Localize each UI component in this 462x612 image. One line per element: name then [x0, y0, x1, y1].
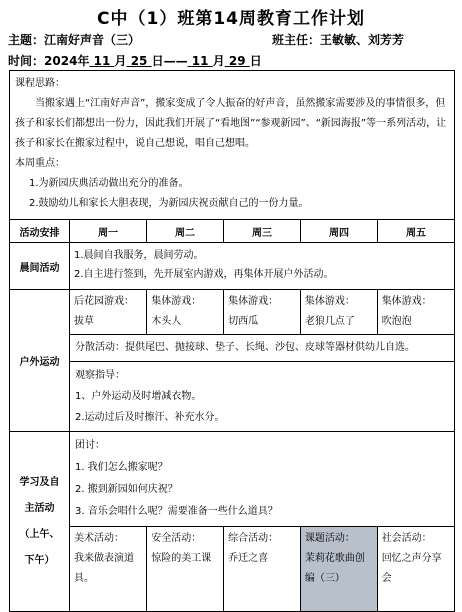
outdoor-cell [70, 290, 455, 432]
time-day-char-2: 日 [249, 54, 262, 68]
activity-name: 茉莉花歌曲创编（三） [304, 553, 365, 584]
group-item: 3. 音乐会唱什么呢？需要准备一些什么道具？ [75, 506, 278, 517]
day-header: 周三 [224, 220, 301, 243]
theme-value: 江南好声音（三） [44, 33, 141, 47]
game-name: 吹泡泡 [381, 316, 412, 327]
time-year: 2024年 [44, 54, 90, 68]
group-item: 2. 搬到新园如何庆祝？ [75, 484, 178, 495]
activity-type: 美术活动： [74, 533, 124, 544]
teacher-label: 班主任： [272, 33, 321, 47]
morning-row [10, 243, 455, 290]
study-label-line: 主活动 [24, 502, 55, 514]
morning-cell [70, 243, 455, 290]
goal-item: 1.为新园庆典活动做出充分的准备。 [29, 178, 189, 189]
study-activity [224, 527, 301, 612]
activity-type: 社会活动： [381, 533, 432, 544]
study-activity [70, 527, 147, 612]
outdoor-game [377, 290, 454, 334]
study-label-line: 学习及自 [19, 476, 60, 488]
game-name: 老狼几点了 [304, 316, 355, 327]
outdoor-game [147, 290, 224, 334]
outdoor-label: 户外运动 [10, 290, 70, 432]
morning-label: 晨间活动 [10, 243, 70, 290]
time-end-day: 29 [228, 54, 246, 68]
study-label [10, 432, 70, 612]
study-label-line: 下午） [24, 554, 55, 566]
game-type: 集体游戏： [381, 296, 432, 307]
time-label: 时间： [8, 54, 45, 68]
study-activity [147, 527, 224, 612]
day-header: 周一 [70, 220, 147, 243]
time-month-char: 月 [114, 54, 127, 68]
teacher-value: 王敏敏、刘芳芳 [320, 33, 405, 47]
study-label-line: （上午、 [19, 528, 60, 540]
activity-name: 回忆之声分享会 [381, 553, 442, 584]
goal-item: 2.鼓励幼儿和家长大胆表现，为新园庆祝贡献自己的一份力量。 [29, 198, 309, 209]
group-discussion [70, 432, 454, 526]
outdoor-guide [70, 361, 454, 431]
group-heading: 团讨： [75, 440, 105, 451]
theme-label: 主题： [8, 33, 45, 47]
activity-name: 乔迁之喜 [228, 553, 269, 564]
plan-table [9, 70, 455, 612]
game-name: 木头人 [151, 316, 182, 327]
outdoor-games [70, 290, 454, 334]
time-start-day: 25 [130, 54, 148, 68]
study-activity [377, 527, 454, 612]
guide-item: 2.运动过后及时擦汗、补充水分。 [75, 412, 225, 423]
time-row [8, 52, 262, 69]
outdoor-game [70, 290, 147, 334]
outdoor-free: 分散活动：提供尾巴、抛接球、垫子、长绳、沙包、皮球等器材供幼儿自选。 [70, 334, 454, 361]
activity-type: 综合活动： [228, 533, 279, 544]
goals-heading: 本周重点： [15, 158, 65, 169]
intro-cell [10, 71, 455, 220]
theme-row [8, 31, 405, 48]
time-start-month: 11 [93, 54, 111, 68]
study-activities [70, 526, 454, 611]
activity-name: 惊险的美工课 [151, 553, 212, 564]
day-header: 周四 [301, 220, 378, 243]
time-end-month: 11 [191, 54, 209, 68]
page-title: C中（1）班第14周教育工作计划 [97, 9, 365, 29]
game-name: 拔草 [74, 316, 94, 327]
game-type: 后花园游戏： [74, 296, 134, 307]
study-row [10, 432, 455, 612]
outdoor-row [10, 290, 455, 432]
game-type: 集体游戏： [304, 296, 355, 307]
days-header-row [10, 220, 455, 243]
study-cell [70, 432, 455, 612]
intro-paragraph: 当搬家遇上“江南好声音”，搬家变成了令人振奋的好声音，虽然搬家需要涉及的事情很多，但孩子和家长们都想出一份力，因此我们开展了“看地图”“参观新园”、“新园海报”等一系列活动，让孩子和家长在搬家过程中，说自己想说，唱自己想唱。 [15, 98, 447, 149]
guide-item: 1、户外运动及时增减衣物。 [75, 391, 202, 402]
activity-type: 安全活动： [151, 533, 202, 544]
game-name: 切西瓜 [228, 316, 259, 327]
guide-heading: 观察指导： [75, 370, 125, 381]
outdoor-game [300, 290, 377, 334]
game-type: 集体游戏： [228, 296, 279, 307]
game-type: 集体游戏： [151, 296, 202, 307]
activity-name: 我来做表演道具。 [74, 553, 134, 584]
time-month-char-2: 月 [212, 54, 225, 68]
morning-line: 1.晨间自我服务，晨间劳动。 [74, 250, 204, 261]
activity-type: 课题活动： [304, 533, 355, 544]
day-header: 周五 [378, 220, 455, 243]
schedule-corner: 活动安排 [10, 220, 70, 243]
intro-heading: 课程思路： [15, 78, 65, 89]
intro-row [10, 71, 455, 220]
study-activity-highlighted [300, 527, 377, 612]
day-header: 周二 [147, 220, 224, 243]
time-day-char: 日—— [151, 54, 188, 68]
group-item: 1. 我们怎么搬家呢？ [75, 462, 168, 473]
outdoor-game [224, 290, 301, 334]
morning-line: 2.自主进行签到，先开展室内游戏，再集体开展户外活动。 [74, 269, 334, 280]
